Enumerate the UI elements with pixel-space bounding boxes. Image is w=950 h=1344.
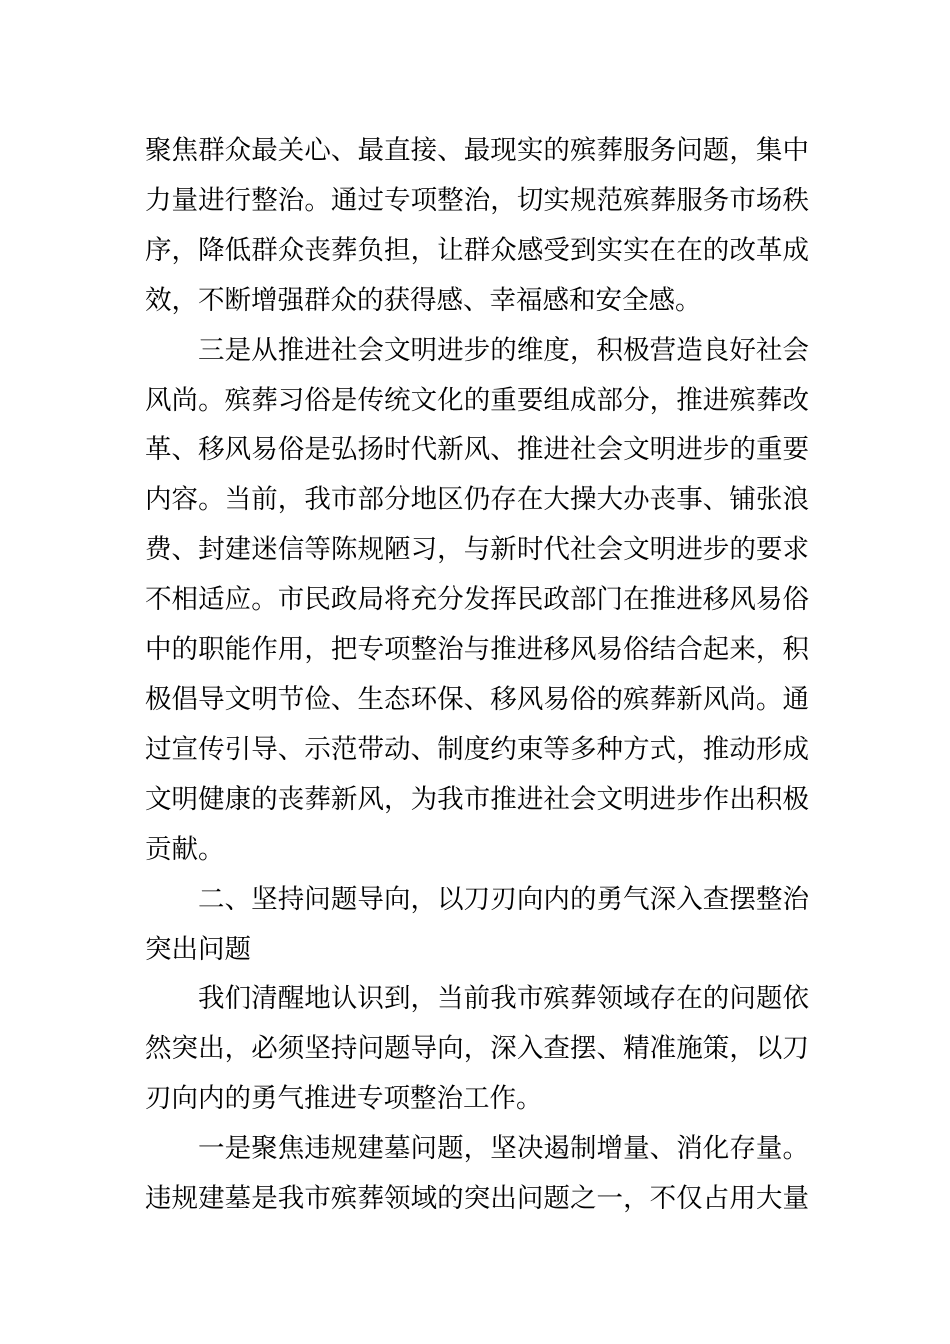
text-line: 过宣传引导、示范带动、制度约束等多种方式，推动形成 — [145, 733, 809, 765]
text-line: 聚焦群众最关心、最直接、最现实的殡葬服务问题，集中 — [145, 135, 809, 166]
paragraph-5 — [145, 1124, 809, 1224]
text-line: 我们清醒地认识到，当前我市殡葬领域存在的问题依 — [198, 983, 809, 1015]
paragraph-2 — [145, 326, 809, 875]
text-line: 不相适应。市民政局将充分发挥民政部门在推进移风易俗 — [145, 584, 809, 616]
text-line: 效，不断增强群众的获得感、幸福感和安全感。 — [145, 284, 702, 316]
text-line: 一是聚焦违规建墓问题，坚决遏制增量、消化存量。 — [198, 1133, 809, 1165]
text-line: 中的职能作用，把专项整治与推进移风易俗结合起来，积 — [145, 634, 809, 666]
text-line: 内容。当前，我市部分地区仍存在大操大办丧事、铺张浪 — [145, 484, 809, 516]
text-line: 贡献。 — [145, 833, 225, 865]
text-line: 突出问题 — [145, 933, 251, 965]
text-line: 极倡导文明节俭、生态环保、移风易俗的殡葬新风尚。通 — [145, 683, 809, 715]
text-line: 风尚。殡葬习俗是传统文化的重要组成部分，推进殡葬改 — [145, 384, 809, 416]
text-line: 三是从推进社会文明进步的维度，积极营造良好社会 — [198, 334, 809, 366]
text-line: 序，降低群众丧葬负担，让群众感受到实实在在的改革成 — [145, 234, 809, 266]
text-line: 违规建墓是我市殡葬领域的突出问题之一，不仅占用大量 — [145, 1183, 809, 1215]
section-heading — [145, 875, 809, 975]
text-line: 革、移风易俗是弘扬时代新风、推进社会文明进步的重要 — [145, 434, 809, 466]
text-line: 力量进行整治。通过专项整治，切实规范殡葬服务市场秩 — [145, 184, 809, 216]
text-line: 文明健康的丧葬新风，为我市推进社会文明进步作出积极 — [145, 783, 809, 815]
text-line: 二、坚持问题导向，以刀刃向内的勇气深入查摆整治 — [198, 883, 809, 915]
paragraph-1 — [145, 126, 809, 326]
text-line: 费、封建迷信等陈规陋习，与新时代社会文明进步的要求 — [145, 534, 809, 566]
document-body — [145, 126, 809, 1224]
paragraph-4 — [145, 974, 809, 1124]
text-line: 刃向内的勇气推进专项整治工作。 — [145, 1083, 543, 1115]
text-line: 然突出，必须坚持问题导向，深入查摆、精准施策，以刀 — [145, 1033, 809, 1065]
